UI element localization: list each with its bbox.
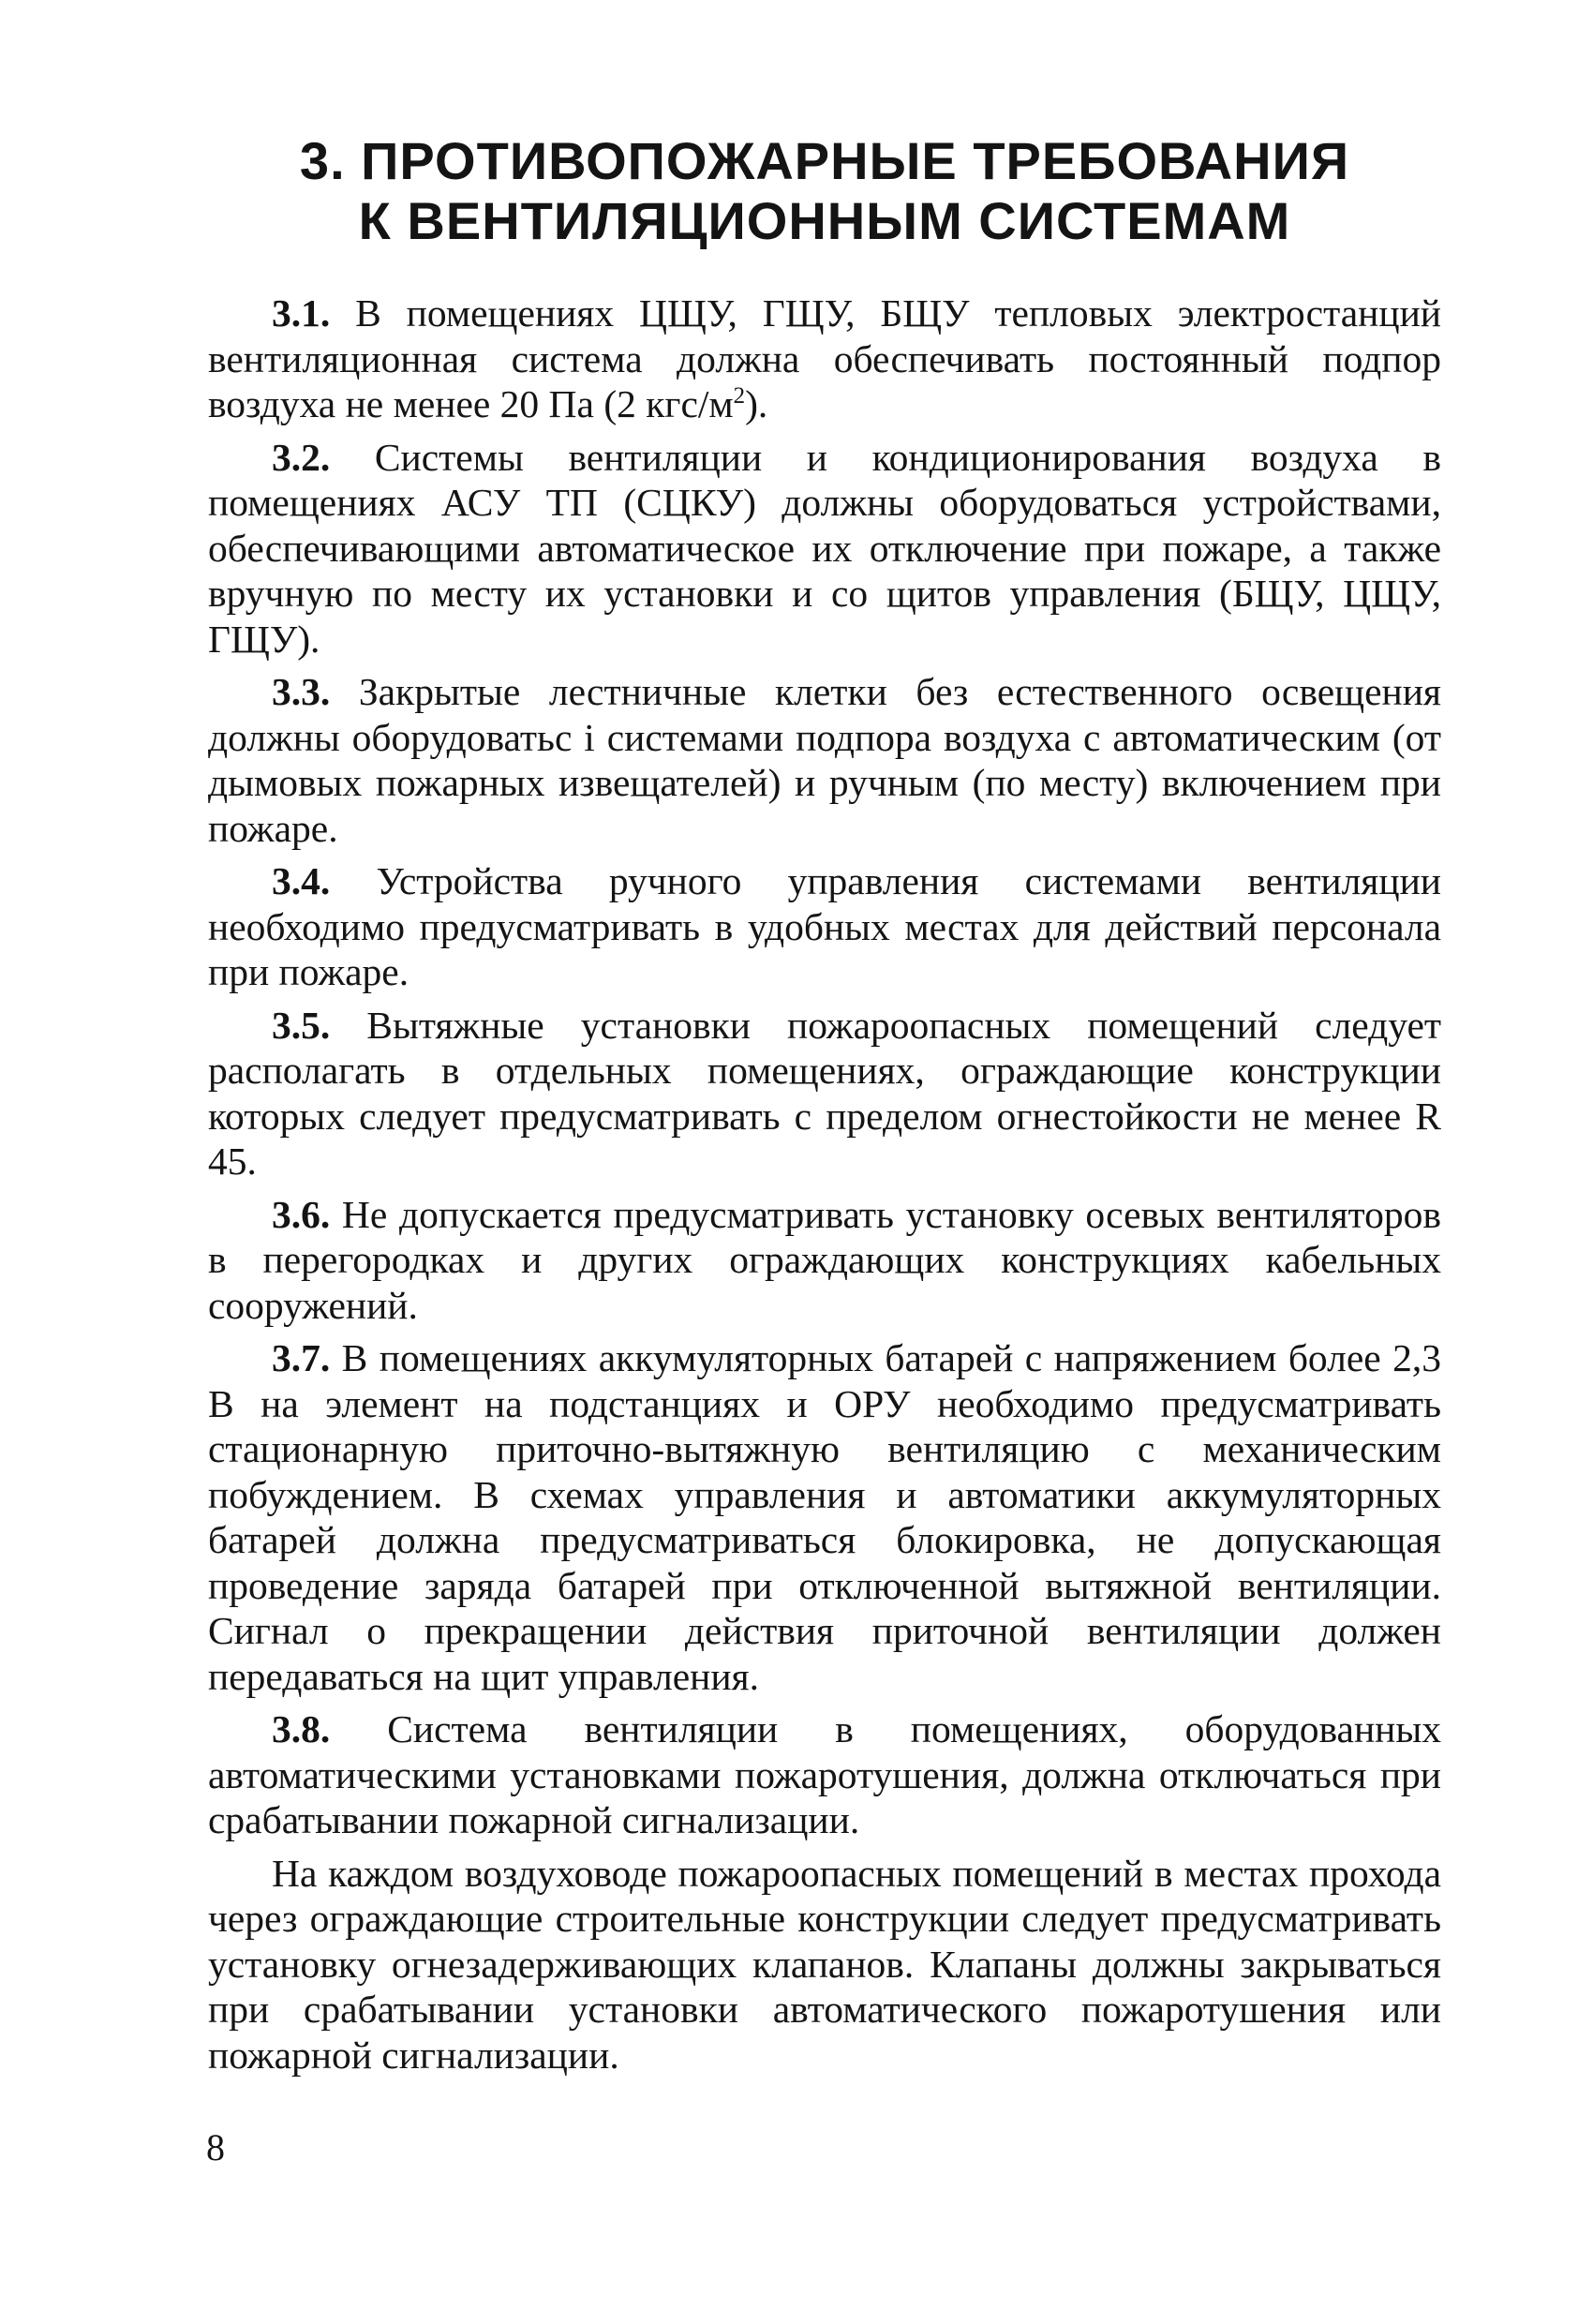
paragraph-text: Вытяжные установки пожароопасных помещений следует располагать в отдельных помещениях, ограждающие конструкции которых следует предусматривать с пределом огнестойкости не менее R 45. (208, 1003, 1441, 1183)
paragraph-number: 3.1. (272, 291, 331, 335)
paragraph-text: В помещениях ЦЩУ, ГЩУ, БЩУ тепловых электростанций вентиляционная система должна обеспечивать постоянный подпор воздуха не менее 20 Па (2 кгс/м (208, 291, 1441, 425)
paragraph-tail: ). (745, 382, 768, 425)
paragraph-3-5 (208, 1003, 1441, 1184)
section-body (208, 290, 1441, 2085)
section-heading-line-1: 3. ПРОТИВОПОЖАРНЫЕ ТРЕБОВАНИЯ (299, 131, 1350, 190)
paragraph-text: Не допускается предусматривать установку осевых вентиляторов в перегородках и других ограждающих конструкциях кабельных сооружений. (208, 1192, 1441, 1327)
paragraph-closing (208, 1851, 1441, 2078)
paragraph-number: 3.8. (272, 1707, 331, 1750)
paragraph-3-6 (208, 1192, 1441, 1329)
paragraph-number: 3.6. (272, 1192, 331, 1236)
section-heading (187, 131, 1462, 251)
paragraph-text: Система вентиляции в помещениях, оборудованных автоматическими установками пожаротушения, должна отключаться при срабатывании пожарной сигнализации. (208, 1707, 1441, 1841)
paragraph-number: 3.5. (272, 1003, 331, 1047)
paragraph-number: 3.3. (272, 670, 331, 713)
page-number: 8 (206, 2126, 225, 2168)
paragraph-text: В помещениях аккумуляторных батарей с напряжением более 2,3 В на элемент на подстанциях и ОРУ необходимо предусматривать стационарную приточно-вытяжную вентиляцию с механическим побуждением. В схемах управления и автоматики аккумуляторных батарей должна предусматриваться блокировка, не допускающая проведение заряда батарей при отключенной вытяжной вентиляции. Сигнал о прекращении действия приточной вентиляции должен передаваться на щит управления. (208, 1336, 1441, 1698)
paragraph-3-4 (208, 858, 1441, 995)
section-heading-line-2: К ВЕНТИЛЯЦИОННЫМ СИСТЕМАМ (358, 191, 1291, 250)
paragraph-text: Устройства ручного управления системами вентиляции необходимо предусматривать в удобных местах для действий персонала при пожаре. (208, 859, 1441, 993)
paragraph-number: 3.4. (272, 859, 331, 902)
paragraph-3-2 (208, 435, 1441, 663)
paragraph-number: 3.7. (272, 1336, 331, 1379)
paragraph-3-1 (208, 290, 1441, 427)
paragraph-3-3 (208, 669, 1441, 851)
paragraph-3-8 (208, 1706, 1441, 1843)
superscript: 2 (733, 383, 746, 410)
paragraph-3-7 (208, 1335, 1441, 1699)
paragraph-text: Системы вентиляции и кондиционирования воздуха в помещениях АСУ ТП (СЦКУ) должны оборудоваться устройствами, обеспечивающими автоматическое их отключение при пожаре, а также вручную по месту их установки и со щитов управления (БЩУ, ЦЩУ, ГЩУ). (208, 435, 1441, 661)
paragraph-text: Закрытые лестничные клетки без естественного освещения должны оборудоватьс і системами подпора воздуха с автоматическим (от дымовых пожарных извещателей) и ручным (по месту) включением при пожаре. (208, 670, 1441, 850)
paragraph-number: 3.2. (272, 435, 331, 479)
paragraph-text: На каждом воздуховоде пожароопасных помещений в местах прохода через ограждающие строительные конструкции следует предусматривать установку огнезадерживающих клапанов. Клапаны должны закрываться при срабатывании установки автоматического пожаротушения или пожарной сигнализации. (208, 1851, 1441, 2077)
